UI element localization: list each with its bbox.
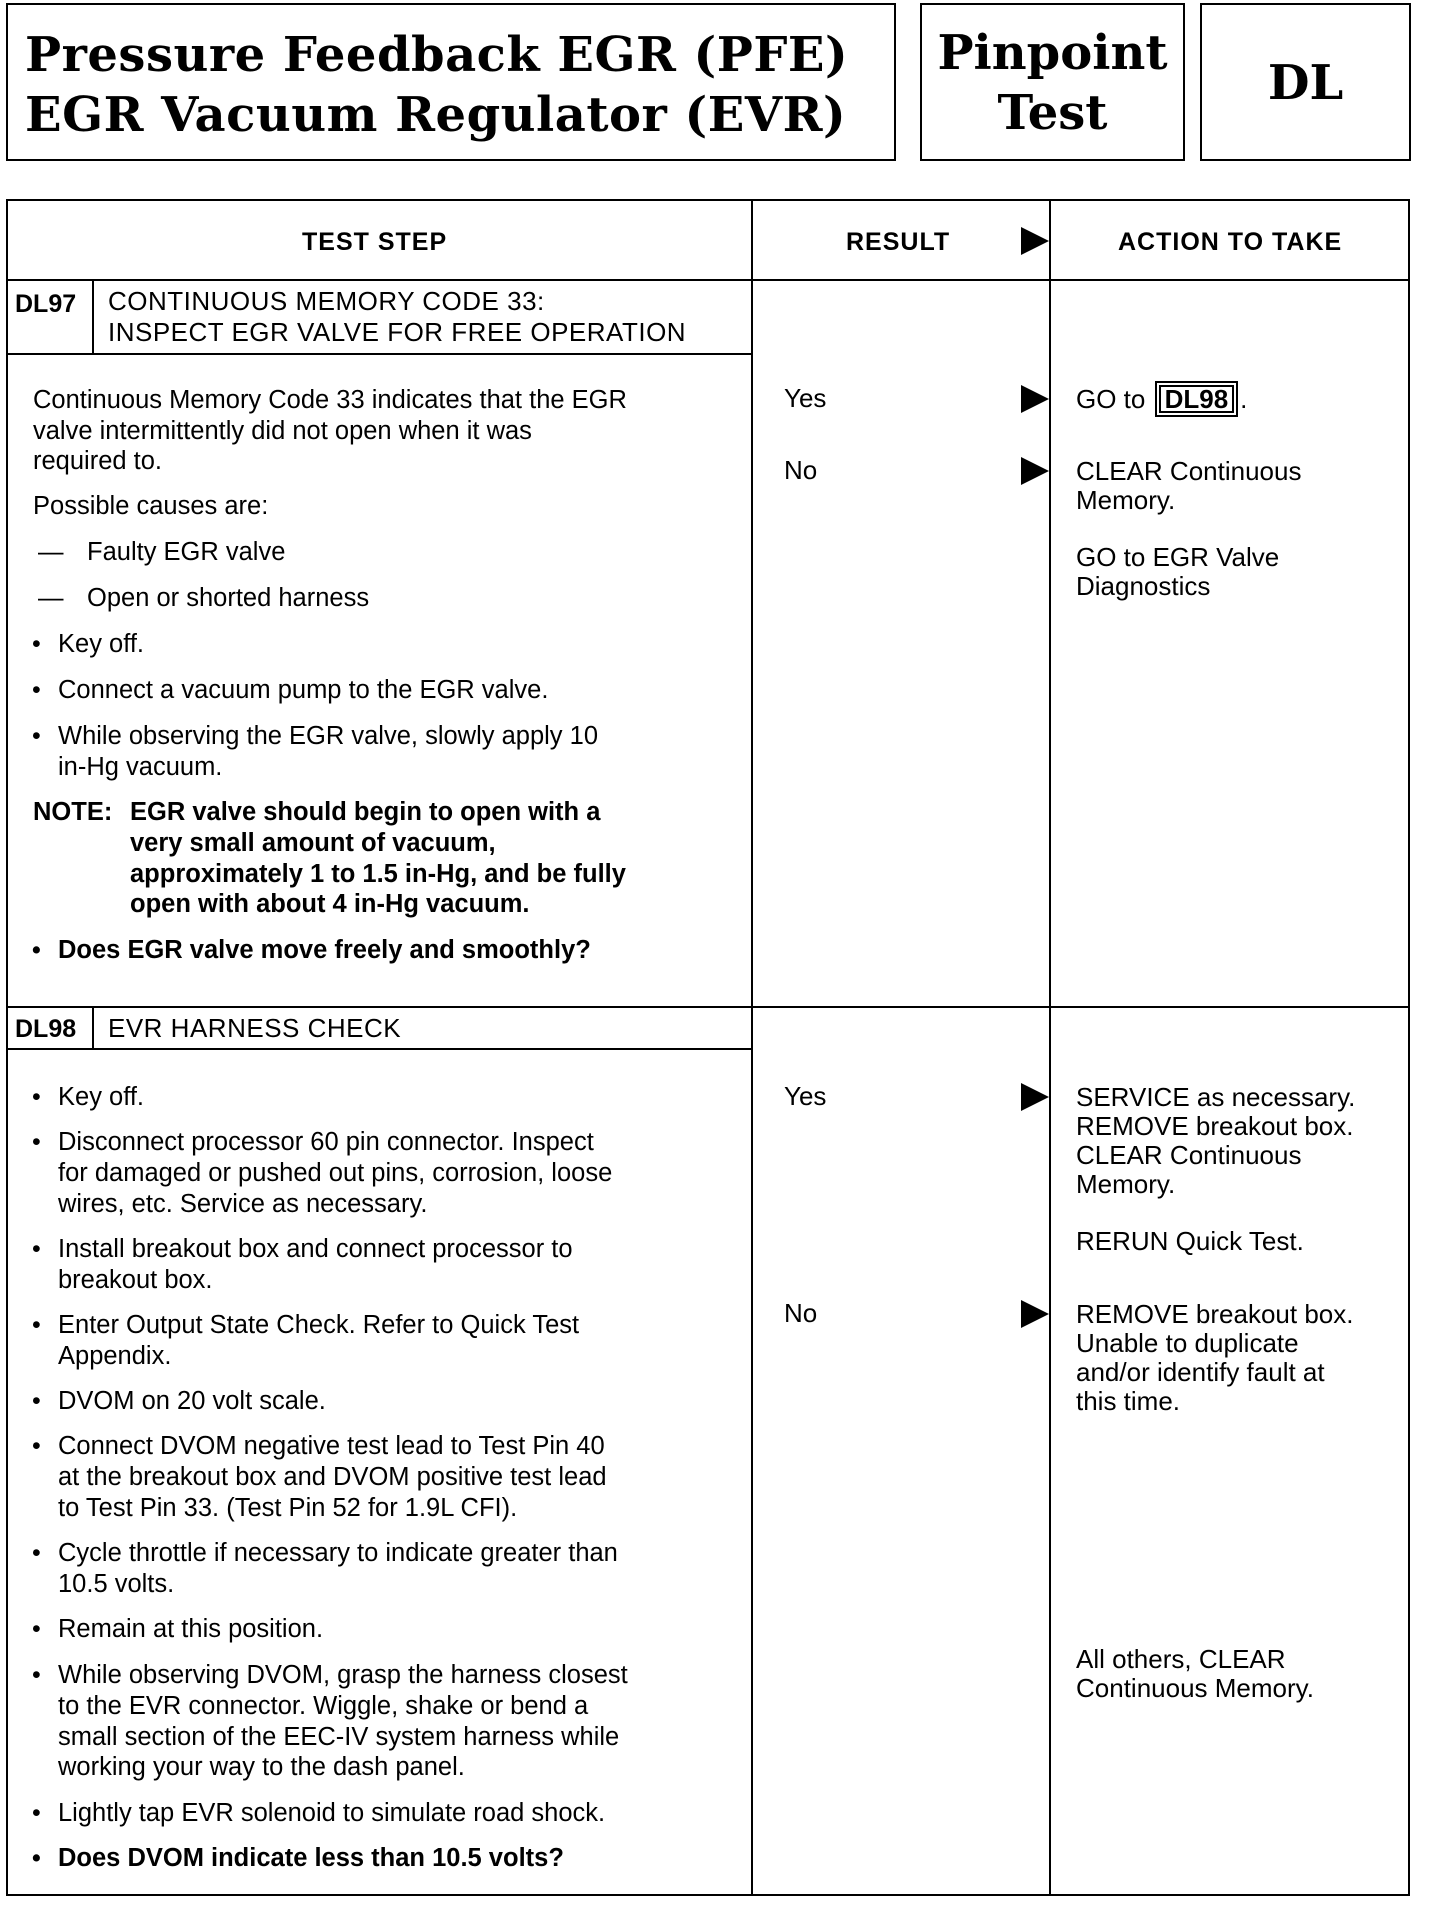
test-code: DL <box>1267 55 1344 111</box>
dl98-question: Does DVOM indicate less than 10.5 volts? <box>58 1844 564 1872</box>
dl97-action-no-line1: CLEAR Continuous <box>1076 456 1302 486</box>
dl97-step1: Key off. <box>58 630 145 658</box>
dl98-step1: Key off. <box>58 1083 145 1111</box>
dl97-action-no-line4: Diagnostics <box>1076 571 1211 601</box>
dl98-title-underline <box>6 1048 751 1050</box>
dl97-action-no-line2: Memory. <box>1076 485 1176 515</box>
dl97-title-line2: INSPECT EGR VALVE FOR FREE OPERATION <box>108 317 687 347</box>
dl98-result-no: No <box>784 1298 818 1328</box>
bullet-icon: • <box>32 722 41 750</box>
dl97-code: DL97 <box>15 290 77 318</box>
page-title-line2: EGR Vacuum Regulator (EVR) <box>25 87 847 143</box>
dl98-step8: Remain at this position. <box>58 1615 324 1643</box>
dl98-step9-line2: to the EVR connector. Wiggle, shake or bend a <box>58 1692 589 1720</box>
dl97-step3-line1: While observing the EGR valve, slowly apply 10 <box>58 722 598 750</box>
dl97-result-no: No <box>784 455 818 485</box>
dl98-action-yes-line1: SERVICE as necessary. <box>1076 1082 1356 1112</box>
title-box <box>6 3 896 161</box>
column-divider-1 <box>751 199 753 1896</box>
arrow-icon <box>1021 1083 1049 1111</box>
dl97-cause2: Open or shorted harness <box>87 584 370 612</box>
dl97-note-line4: open with about 4 in-Hg vacuum. <box>130 890 530 918</box>
dl98-action-no-line1: REMOVE breakout box. <box>1076 1299 1354 1329</box>
dl98-step2-line3: wires, etc. Service as necessary. <box>58 1190 428 1218</box>
dl97-note-label: NOTE: <box>33 798 113 826</box>
column-header-action: ACTION TO TAKE <box>1118 228 1343 256</box>
dl98-action-others-line2: Continuous Memory. <box>1076 1673 1314 1703</box>
dl97-causes-heading: Possible causes are: <box>33 492 269 520</box>
page-title-line1: Pressure Feedback EGR (PFE) <box>25 27 849 83</box>
dl98-step7-line1: Cycle throttle if necessary to indicate greater than <box>58 1539 618 1567</box>
dl98-step9-line3: small section of the EEC-IV system harness while <box>58 1723 620 1751</box>
dl98-title: EVR HARNESS CHECK <box>108 1013 402 1043</box>
dl98-step4-line2: Appendix. <box>58 1342 172 1370</box>
pinpoint-test-box <box>920 3 1185 161</box>
column-header-test-step: TEST STEP <box>302 228 448 256</box>
dl98-action-no-line4: this time. <box>1076 1386 1181 1416</box>
bullet-icon: • <box>32 630 41 658</box>
dl97-title-underline <box>6 353 751 355</box>
dl98-result-yes: Yes <box>784 1081 827 1111</box>
dl98-action-yes-line5: RERUN Quick Test. <box>1076 1226 1304 1256</box>
dl98-step2-line1: Disconnect processor 60 pin connector. Inspect <box>58 1128 594 1156</box>
dl98-action-no-line2: Unable to duplicate <box>1076 1328 1299 1358</box>
dl97-intro-line1: Continuous Memory Code 33 indicates that the EGR <box>33 386 627 414</box>
arrow-icon <box>1021 457 1049 485</box>
test-code-box <box>1200 3 1411 161</box>
bullet-icon: • <box>32 1083 41 1111</box>
dl97-intro-line2: valve intermittently did not open when it was <box>33 417 532 445</box>
header-divider <box>6 279 1410 281</box>
dl98-action-no-line3: and/or identify fault at <box>1076 1357 1325 1387</box>
dl98-action-yes-line3: CLEAR Continuous <box>1076 1140 1302 1170</box>
dl97-question: Does EGR valve move freely and smoothly? <box>58 936 591 964</box>
bullet-icon: • <box>32 1432 41 1460</box>
dl98-step5: DVOM on 20 volt scale. <box>58 1387 326 1415</box>
bullet-icon: • <box>32 1128 41 1156</box>
dl97-note-line1: EGR valve should begin to open with a <box>130 798 601 826</box>
dl98-step9-line1: While observing DVOM, grasp the harness closest <box>58 1661 628 1689</box>
bullet-icon: • <box>32 1387 41 1415</box>
dl98-action-others-line1: All others, CLEAR <box>1076 1644 1286 1674</box>
row-divider <box>6 1006 1410 1008</box>
bullet-icon: • <box>32 1235 41 1263</box>
dl98-step6-line1: Connect DVOM negative test lead to Test Pin 40 <box>58 1432 605 1460</box>
dl98-code-divider <box>92 1008 94 1050</box>
dl97-step3-line2: in-Hg vacuum. <box>58 753 223 781</box>
bullet-icon: • <box>32 1844 41 1872</box>
bullet-icon: • <box>32 1539 41 1567</box>
bullet-icon: • <box>32 1615 41 1643</box>
dl98-action-yes-line4: Memory. <box>1076 1169 1176 1199</box>
dl97-note-line3: approximately 1 to 1.5 in-Hg, and be fully <box>130 860 626 888</box>
dl97-title-line1: CONTINUOUS MEMORY CODE 33: <box>108 286 545 316</box>
arrow-icon <box>1021 1300 1049 1328</box>
column-divider-2 <box>1049 199 1051 1896</box>
dl98-step7-line2: 10.5 volts. <box>58 1570 175 1598</box>
dl97-intro-line3: required to. <box>33 447 162 475</box>
dl97-result-yes: Yes <box>784 383 827 413</box>
dash-icon: — <box>38 584 64 612</box>
dl98-step3-line2: breakout box. <box>58 1266 213 1294</box>
arrow-icon <box>1021 227 1049 255</box>
bullet-icon: • <box>32 1311 41 1339</box>
dl98-step6-line2: at the breakout box and DVOM positive test lead <box>58 1463 607 1491</box>
dl98-code: DL98 <box>15 1015 77 1043</box>
bullet-icon: • <box>32 1661 41 1689</box>
dl97-action-yes-suffix: . <box>1240 384 1248 414</box>
bullet-icon: • <box>32 676 41 704</box>
test-label: Test <box>997 85 1108 141</box>
dl97-note-line2: very small amount of vacuum, <box>130 829 496 857</box>
pinpoint-label: Pinpoint <box>937 25 1168 81</box>
dl97-cause1: Faulty EGR valve <box>87 538 286 566</box>
dl98-step3-line1: Install breakout box and connect processor to <box>58 1235 573 1263</box>
dl98-reference-link[interactable]: DL98 <box>1159 385 1235 413</box>
dash-icon: — <box>38 538 64 566</box>
column-header-result: RESULT <box>846 228 951 256</box>
bullet-icon: • <box>32 1799 41 1827</box>
dl97-action-no-line3: GO to EGR Valve <box>1076 542 1280 572</box>
dl98-step9-line4: working your way to the dash panel. <box>58 1753 465 1781</box>
arrow-icon <box>1021 385 1049 413</box>
dl97-code-divider <box>92 281 94 355</box>
dl97-action-yes <box>1076 385 1247 414</box>
dl97-step2: Connect a vacuum pump to the EGR valve. <box>58 676 549 704</box>
dl98-step10: Lightly tap EVR solenoid to simulate road shock. <box>58 1799 606 1827</box>
dl97-action-yes-prefix: GO to <box>1076 384 1146 414</box>
bullet-icon: • <box>32 936 41 964</box>
dl98-step2-line2: for damaged or pushed out pins, corrosion, loose <box>58 1159 613 1187</box>
dl98-step4-line1: Enter Output State Check. Refer to Quick Test <box>58 1311 580 1339</box>
dl98-action-yes-line2: REMOVE breakout box. <box>1076 1111 1354 1141</box>
dl98-step6-line3: to Test Pin 33. (Test Pin 52 for 1.9L CFI). <box>58 1494 518 1522</box>
